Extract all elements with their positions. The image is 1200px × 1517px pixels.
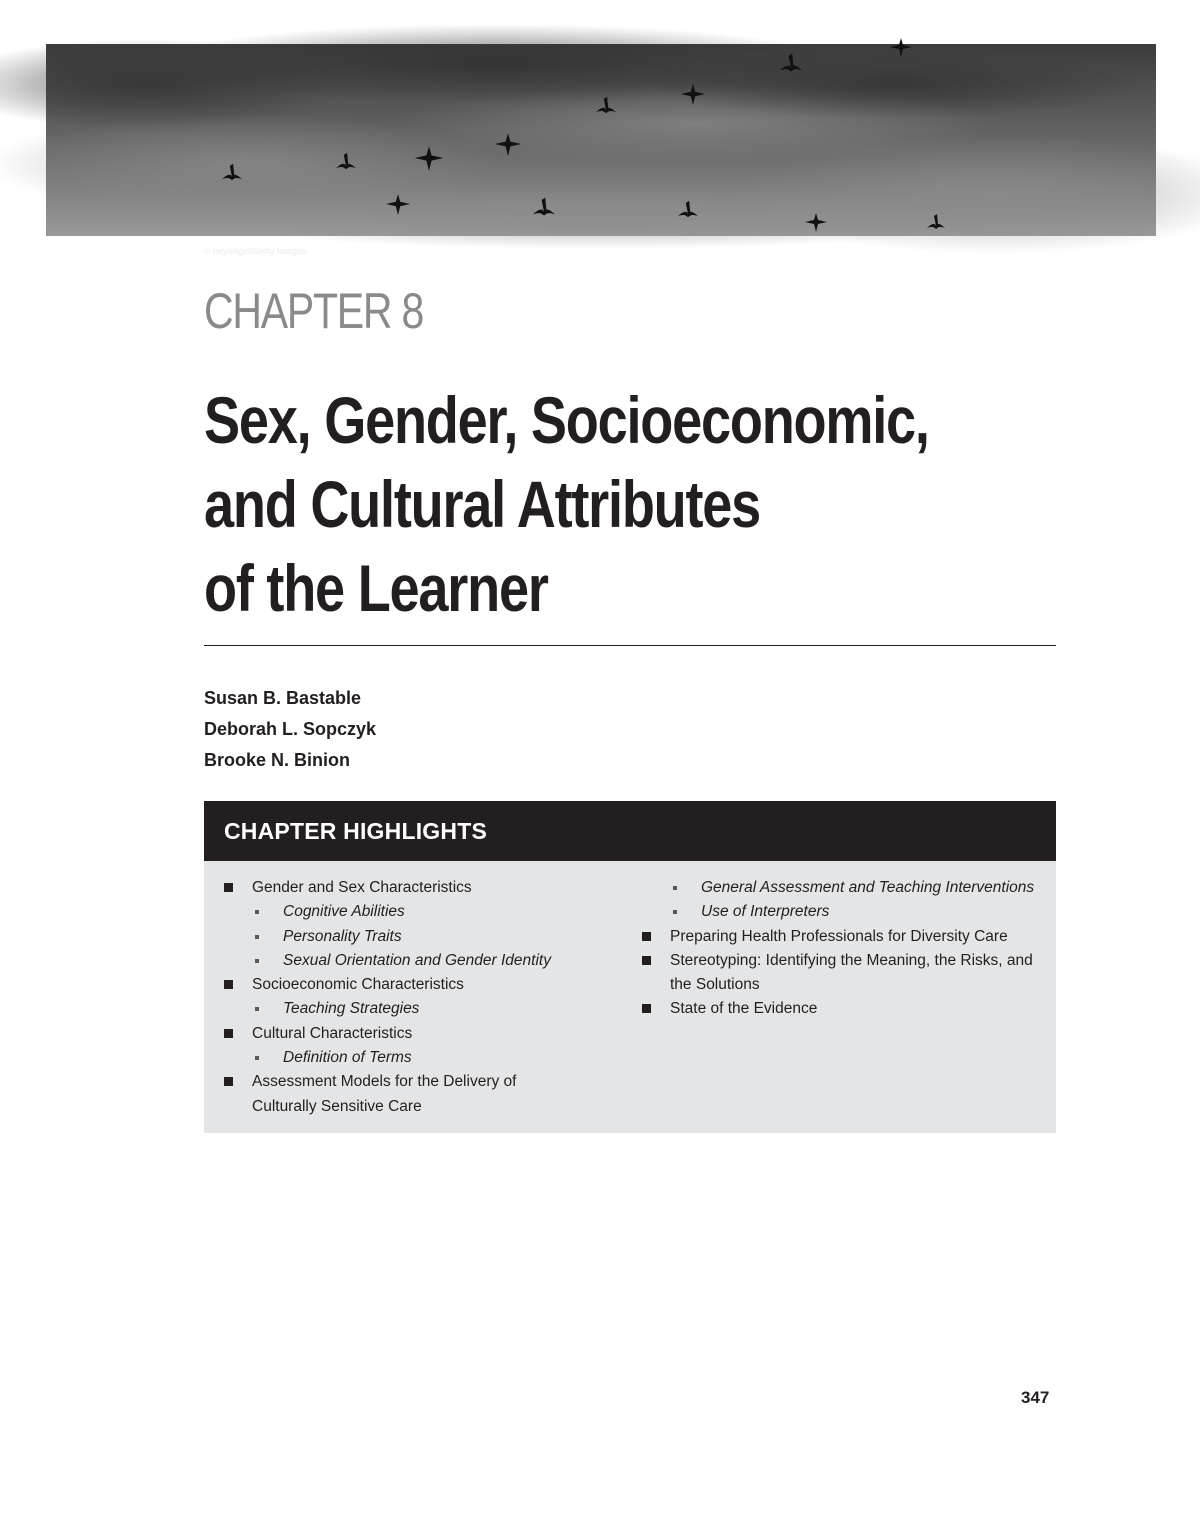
- highlight-subitem: [224, 997, 584, 1021]
- highlight-text: Sexual Orientation and Gender Identity: [283, 951, 551, 969]
- small-bullet-icon: [255, 910, 259, 914]
- title-divider: [204, 645, 1056, 646]
- photo-credit: © heyengel/Getty Images.: [204, 246, 309, 256]
- chapter-title: [204, 378, 1106, 630]
- highlight-item: [224, 1022, 584, 1046]
- highlight-text: Stereotyping: Identifying the Meaning, the Risks, and the Solutions: [670, 951, 1033, 994]
- highlight-text: Preparing Health Professionals for Diversity Care: [670, 927, 1008, 945]
- highlights-header: [204, 801, 1056, 861]
- highlight-item: [642, 925, 1037, 949]
- birds-in-sky-image: [46, 44, 1156, 236]
- page-number: 347: [1021, 1388, 1050, 1407]
- square-bullet-icon: [642, 956, 651, 965]
- highlights-box: [204, 861, 1056, 1133]
- chapter-title-line: and Cultural Attributes: [204, 467, 761, 541]
- small-bullet-icon: [255, 1007, 259, 1011]
- highlight-subitem: [224, 949, 584, 973]
- highlight-subitem: [642, 876, 1037, 900]
- author-name: Susan B. Bastable: [204, 688, 362, 708]
- highlight-item: [642, 997, 1037, 1021]
- highlight-text: Teaching Strategies: [283, 1000, 420, 1018]
- highlight-text: Gender and Sex Characteristics: [252, 879, 472, 896]
- highlight-subitem: [642, 900, 1037, 924]
- highlights-right-column: [642, 876, 1037, 1022]
- chapter-label: CHAPTER 8: [204, 283, 424, 339]
- highlights-left-column: [224, 876, 584, 1119]
- small-bullet-icon: [255, 935, 259, 939]
- highlight-text: Socioeconomic Characteristics: [252, 976, 464, 994]
- square-bullet-icon: [224, 1029, 233, 1038]
- highlight-subitem: [224, 900, 584, 924]
- chapter-title-line: of the Learner: [204, 551, 548, 625]
- highlight-subitem: [224, 1046, 584, 1070]
- highlight-item: [224, 973, 584, 997]
- highlight-text: Use of Interpreters: [701, 903, 830, 921]
- square-bullet-icon: [224, 883, 233, 892]
- author-name: Brooke N. Binion: [204, 750, 351, 770]
- highlight-subitem: [224, 925, 584, 949]
- small-bullet-icon: [255, 1056, 259, 1060]
- square-bullet-icon: [642, 932, 651, 941]
- square-bullet-icon: [224, 980, 233, 989]
- author-name: Deborah L. Sopczyk: [204, 719, 377, 739]
- highlights-heading: CHAPTER HIGHLIGHTS: [224, 818, 487, 844]
- highlight-text: Assessment Models for the Delivery of Culturally Sensitive Care: [252, 1073, 517, 1115]
- square-bullet-icon: [224, 1077, 233, 1086]
- highlight-text: Personality Traits: [283, 927, 402, 945]
- banner-photo: [46, 44, 1156, 256]
- highlight-text: State of the Evidence: [670, 1000, 818, 1018]
- author-list: [204, 683, 376, 776]
- highlight-text: Cultural Characteristics: [252, 1024, 413, 1042]
- chapter-title-line: Sex, Gender, Socioeconomic,: [204, 383, 929, 457]
- square-bullet-icon: [642, 1004, 651, 1013]
- highlight-text: General Assessment and Teaching Interventions: [701, 879, 1035, 896]
- small-bullet-icon: [255, 959, 259, 963]
- highlight-item: [224, 876, 584, 900]
- small-bullet-icon: [673, 886, 677, 890]
- highlight-item: [224, 1070, 584, 1119]
- small-bullet-icon: [673, 910, 677, 914]
- highlight-item: [642, 949, 1037, 998]
- highlight-text: Definition of Terms: [283, 1049, 412, 1067]
- highlight-text: Cognitive Abilities: [283, 903, 405, 921]
